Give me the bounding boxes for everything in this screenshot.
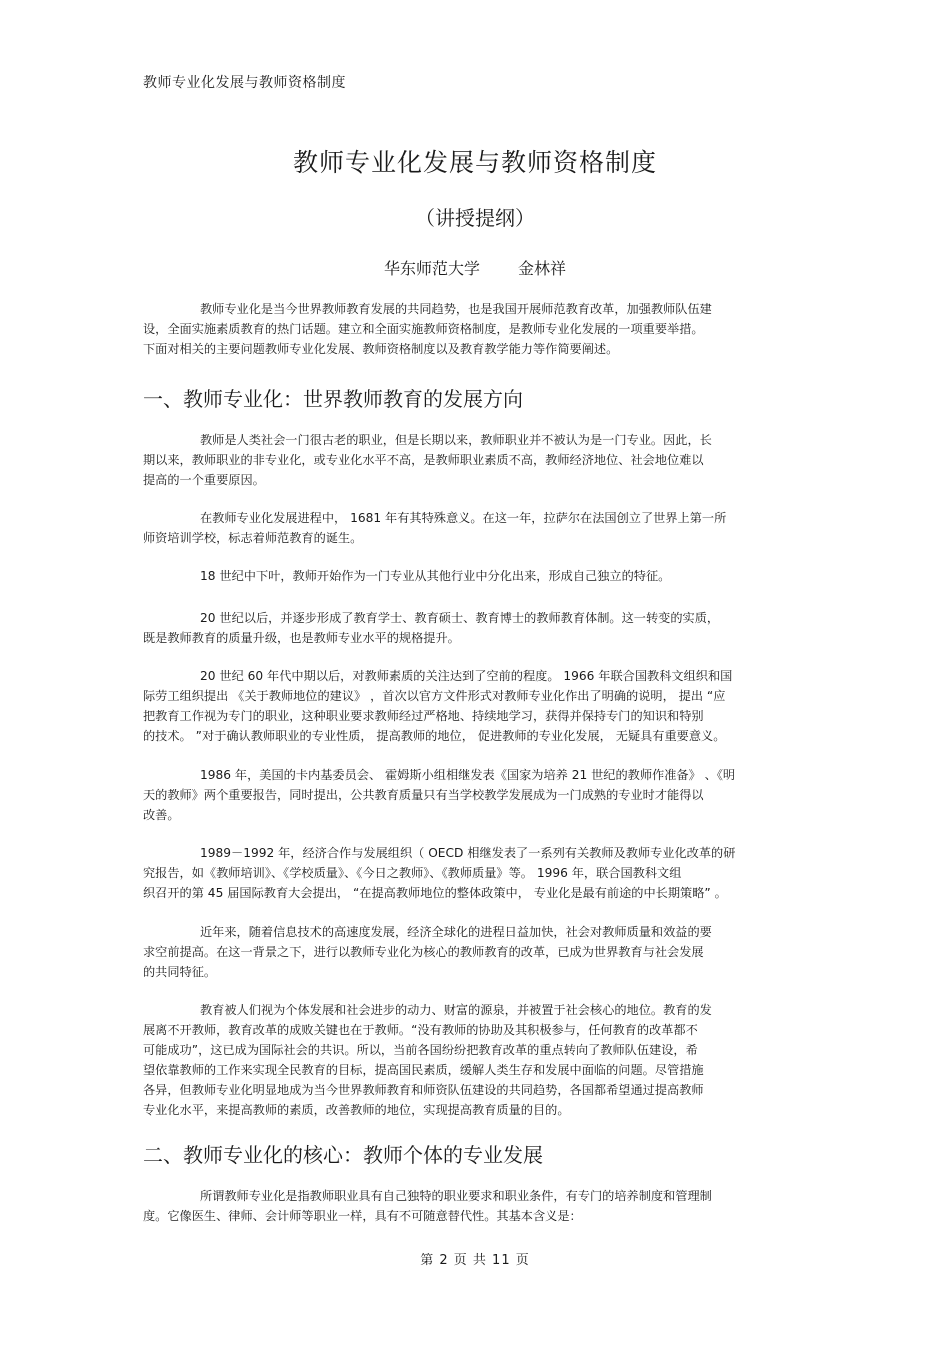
section-1-paragraph xyxy=(143,1000,808,1120)
document-title: 教师专业化发展与教师资格制度 xyxy=(292,148,657,177)
paragraph-line: 把教育工作视为专门的职业，这种职业要求教师经过严格地、持续地学习，获得并保持专门的知识和特别 xyxy=(143,709,704,723)
intro-paragraph xyxy=(143,299,808,359)
paragraph-line: 在教师专业化发展进程中， 1681 年有其特殊意义。在这一年，拉萨尔在法国创立了世界上第一所 xyxy=(200,511,727,525)
paragraph-line: 设，全面实施素质教育的热门话题。建立和全面实施教师资格制度，是教师专业化发展的一项重要举措。 xyxy=(143,322,704,336)
paragraph-line: 教师是人类社会一门很古老的职业，但是长期以来，教师职业并不被认为是一门专业。因此，长 xyxy=(200,433,712,447)
author-line xyxy=(0,256,950,279)
section-1-paragraph xyxy=(143,508,808,548)
author-affiliation: 华东师范大学 xyxy=(383,259,480,278)
paragraph-line: 的技术。 ”对于确认教师职业的专业性质， 提高教师的地位， 促进教师的专业化发展， 无疑具有重要意义。 xyxy=(143,729,726,743)
paragraph-line: 1986 年，美国的卡内基委员会、 霍姆斯小组相继发表《国家为培养 21 世纪的教师作准备》 、《明 xyxy=(200,768,736,782)
paragraph-line: 展离不开教师，教育改革的成败关键也在于教师。“没有教师的协助及其积极参与，任何教育的改革都不 xyxy=(143,1023,698,1037)
paragraph-line: 20 世纪 60 年代中期以后，对教师素质的关注达到了空前的程度。 1966 年联合国教科文组织和国 xyxy=(200,669,733,683)
section-1-paragraph xyxy=(143,843,808,903)
paragraph-line: 望依靠教师的工作来实现全民教育的目标，提高国民素质，缓解人类生存和发展中面临的问题。尽管措施 xyxy=(143,1063,704,1077)
section-1-heading: 一、教师专业化：世界教师教育的发展方向 xyxy=(143,387,523,411)
paragraph-line: 求空前提高。在这一背景之下，进行以教师专业化为核心的教师教育的改革，已成为世界教育与社会发展 xyxy=(143,945,704,959)
paragraph-line: 际劳工组织提出 《关于教师地位的建议》 ，首次以官方文件形式对教师专业化作出了明确的说明， 提出 “应 xyxy=(143,689,726,703)
paragraph-line: 的共同特征。 xyxy=(143,965,217,979)
section-1-paragraph xyxy=(143,922,808,982)
paragraph-line: 既是教师教育的质量升级，也是教师专业水平的规格提升。 xyxy=(143,631,460,645)
paragraph-line: 改善。 xyxy=(143,808,180,822)
paragraph-line: 18 世纪中下叶，教师开始作为一门专业从其他行业中分化出来，形成自己独立的特征。 xyxy=(200,569,671,583)
section-1-paragraph xyxy=(143,430,808,490)
section-1-paragraph xyxy=(143,566,808,586)
section-2-heading: 二、教师专业化的核心：教师个体的专业发展 xyxy=(143,1143,543,1167)
paragraph-line: 教育被人们视为个体发展和社会进步的动力、财富的源泉，并被置于社会核心的地位。教育的发 xyxy=(200,1003,712,1017)
paragraph-line: 各异，但教师专业化明显地成为当今世界教师教育和师资队伍建设的共同趋势，各国都希望通过提高教师 xyxy=(143,1083,704,1097)
page-number: 第 2 页 共 11 页 xyxy=(420,1253,530,1268)
section-1-paragraph xyxy=(143,666,808,746)
running-header: 教师专业化发展与教师资格制度 xyxy=(143,75,346,91)
paragraph-line: 所谓教师专业化是指教师职业具有自己独特的职业要求和职业条件，有专门的培养制度和管理制 xyxy=(200,1189,712,1203)
paragraph-line: 下面对相关的主要问题教师专业化发展、教师资格制度以及教育教学能力等作简要阐述。 xyxy=(143,342,619,356)
paragraph-line: 师资培训学校，标志着师范教育的诞生。 xyxy=(143,531,363,545)
paragraph-line: 专业化水平，来提高教师的素质，改善教师的地位，实现提高教育质量的目的。 xyxy=(143,1103,570,1117)
section-1-paragraph xyxy=(143,608,808,648)
section-2-paragraph xyxy=(143,1186,808,1226)
document-subtitle: （讲授提纲） xyxy=(415,206,535,230)
paragraph-line: 提高的一个重要原因。 xyxy=(143,473,265,487)
author-name: 金林祥 xyxy=(518,259,567,278)
paragraph-line: 教师专业化是当今世界教师教育发展的共同趋势，也是我国开展师范教育改革，加强教师队伍建 xyxy=(200,302,712,316)
paragraph-line: 度。它像医生、律师、会计师等职业一样，具有不可随意替代性。其基本含义是： xyxy=(143,1209,582,1223)
paragraph-line: 可能成功”，这已成为国际社会的共识。所以，当前各国纷纷把教育改革的重点转向了教师队伍建设，希 xyxy=(143,1043,698,1057)
paragraph-line: 近年来，随着信息技术的高速度发展，经济全球化的进程日益加快，社会对教师质量和效益的要 xyxy=(200,925,712,939)
paragraph-line: 期以来，教师职业的非专业化，或专业化水平不高，是教师职业素质不高，教师经济地位、社会地位难以 xyxy=(143,453,704,467)
paragraph-line: 究报告，如《教师培训》、《学校质量》、《今日之教师》、《教师质量》等。 1996 年，联合国教科文组 xyxy=(143,866,682,880)
paragraph-line: 织召开的第 45 届国际教育大会提出， “在提高教师地位的整体政策中， 专业化是最有前途的中长期策略” 。 xyxy=(143,886,727,900)
paragraph-line: 天的教师》两个重要报告，同时提出，公共教育质量只有当学校教学发展成为一门成熟的专业时才能得以 xyxy=(143,788,704,802)
paragraph-line: 1989－1992 年，经济合作与发展组织（ OECD 相继发表了一系列有关教师及教师专业化改革的研 xyxy=(200,846,736,860)
paragraph-line: 20 世纪以后，并逐步形成了教育学士、教育硕士、教育博士的教师教育体制。这一转变的实质， xyxy=(200,611,720,625)
section-1-paragraph xyxy=(143,765,808,825)
